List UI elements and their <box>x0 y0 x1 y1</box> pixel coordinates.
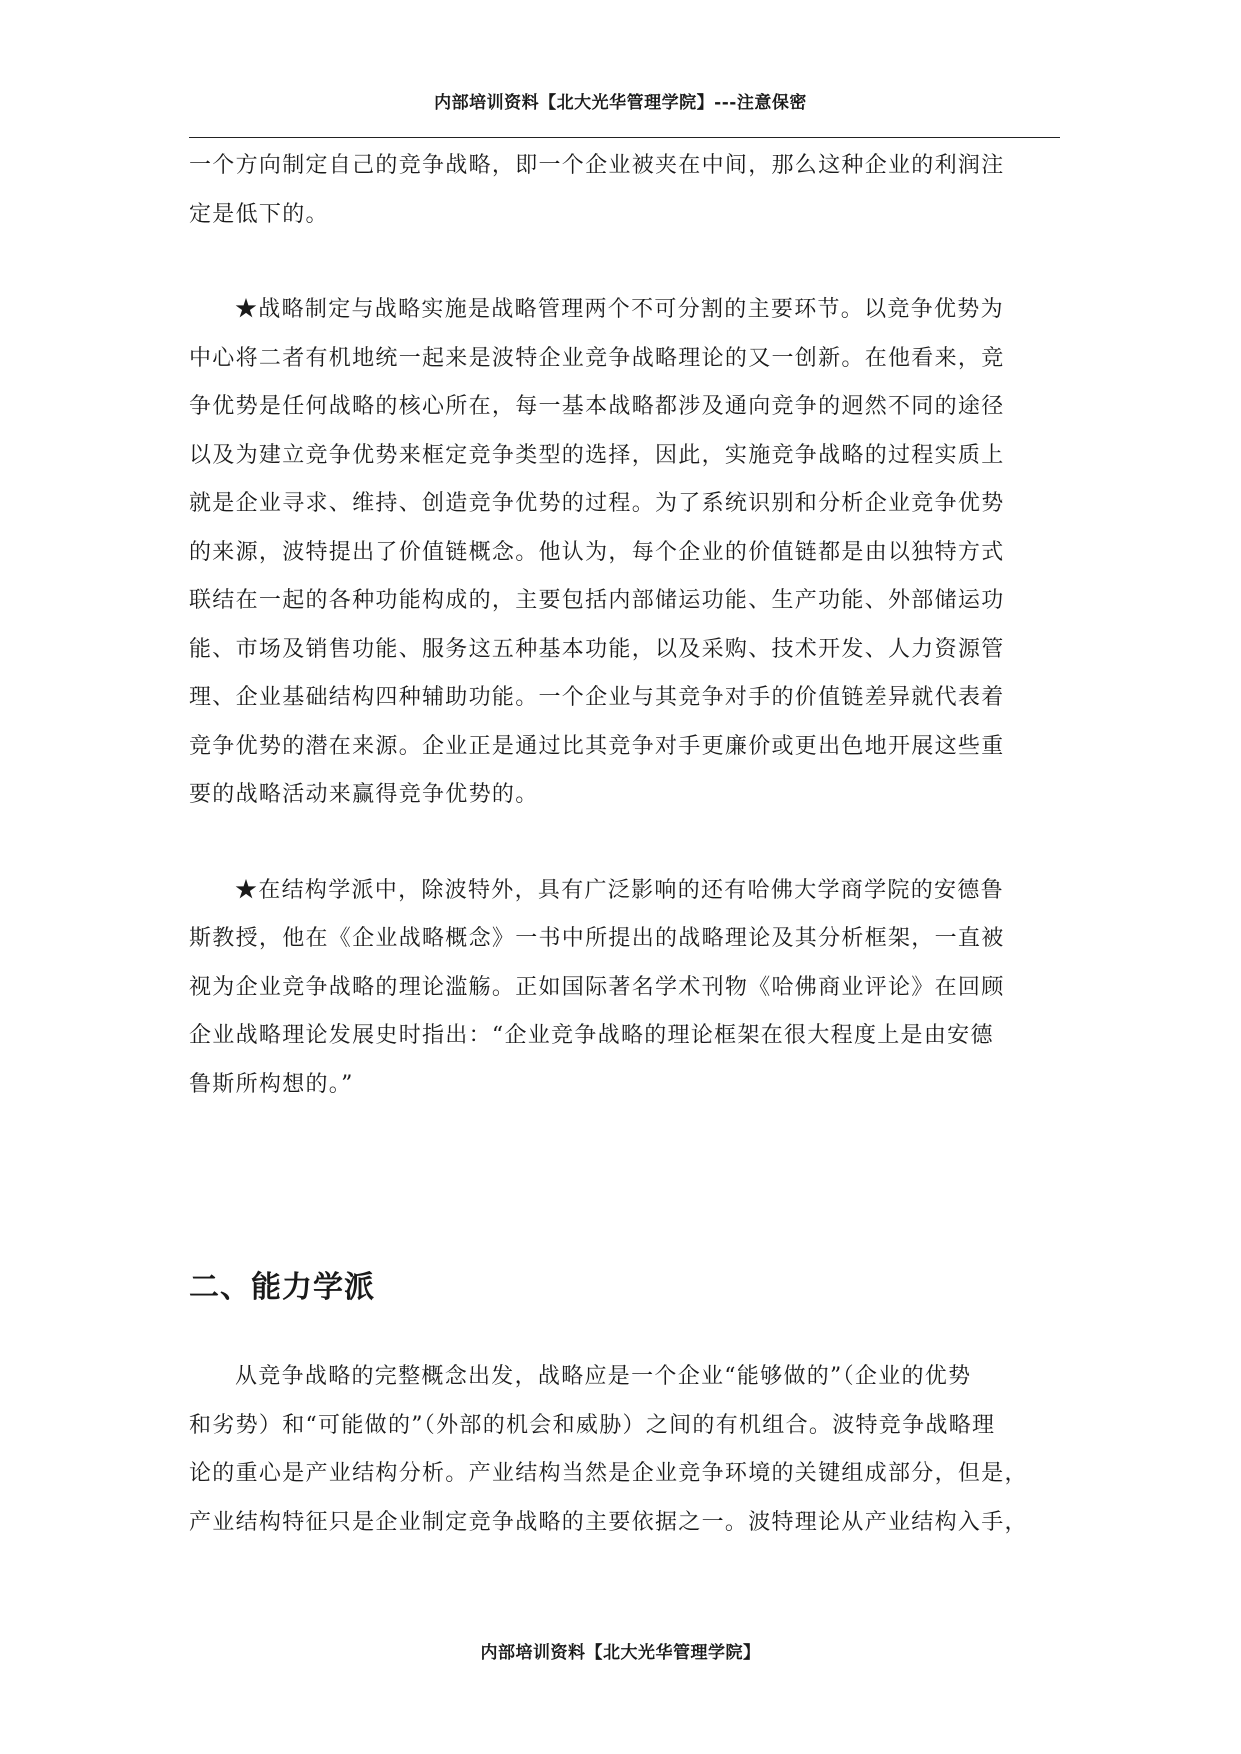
text-line: 和劣势）和“可能做的”（外部的机会和威胁）之间的有机组合。波特竞争战略理 <box>189 1412 996 1438</box>
body-text-bottom <box>189 1353 1069 1547</box>
text-line: 一个方向制定自己的竞争战略，即一个企业被夹在中间，那么这种企业的利润注 <box>189 153 1005 178</box>
text-line: 竞争优势的潜在来源。企业正是通过比其竞争对手更廉价或更出色地开展这些重 <box>189 733 1005 759</box>
header-rule <box>189 137 1060 138</box>
section-heading: 二、能力学派 <box>189 1270 375 1305</box>
text-line: ★在结构学派中，除波特外，具有广泛影响的还有哈佛大学商学院的安德鲁 <box>235 877 1004 903</box>
text-line: 联结在一起的各种功能构成的，主要包括内部储运功能、生产功能、外部储运功 <box>189 588 1005 613</box>
page-footer: 内部培训资料【北大光华管理学院】 <box>480 1643 761 1663</box>
text-line: 定是低下的。 <box>189 201 329 227</box>
text-line: 中心将二者有机地统一起来是波特企业竞争战略理论的又一创新。在他看来，竞 <box>189 345 1005 371</box>
text-line: 以及为建立竞争优势来框定竞争类型的选择，因此，实施竞争战略的过程实质上 <box>189 442 1005 468</box>
text-line: 从竞争战略的完整概念出发，战略应是一个企业“能够做的”（企业的优势 <box>235 1364 972 1389</box>
text-line: 视为企业竞争战略的理论滥觞。正如国际著名学术刊物《哈佛商业评论》在回顾 <box>189 974 1005 1000</box>
text-line: 产业结构特征只是企业制定竞争战略的主要依据之一。波特理论从产业结构入手， <box>189 1509 1028 1535</box>
page-header: 内部培训资料【北大光华管理学院】---注意保密 <box>434 93 807 113</box>
text-line: 企业战略理论发展史时指出：“企业竞争战略的理论框架在很大程度上是由安德 <box>189 1023 994 1048</box>
text-line: 要的战略活动来赢得竞争优势的。 <box>189 782 539 807</box>
text-line: 就是企业寻求、维持、创造竞争优势的过程。为了系统识别和分析企业竞争优势 <box>189 491 1005 516</box>
body-text-top <box>189 142 1059 1109</box>
text-line: 论的重心是产业结构分析。产业结构当然是企业竞争环境的关键组成部分，但是， <box>189 1461 1028 1486</box>
text-line: 理、企业基础结构四种辅助功能。一个企业与其竞争对手的价值链差异就代表着 <box>189 685 1005 710</box>
text-line: ★战略制定与战略实施是战略管理两个不可分割的主要环节。以竞争优势为 <box>235 297 1004 322</box>
text-line: 争优势是任何战略的核心所在，每一基本战略都涉及通向竞争的迥然不同的途径 <box>189 394 1005 419</box>
text-line: 斯教授，他在《企业战略概念》一书中所提出的战略理论及其分析框架，一直被 <box>189 926 1005 951</box>
text-line: 鲁斯所构想的。” <box>189 1071 354 1097</box>
text-line: 能、市场及销售功能、服务这五种基本功能，以及采购、技术开发、人力资源管 <box>189 636 1005 662</box>
text-line: 的来源，波特提出了价值链概念。他认为，每个企业的价值链都是由以独特方式 <box>189 539 1005 565</box>
